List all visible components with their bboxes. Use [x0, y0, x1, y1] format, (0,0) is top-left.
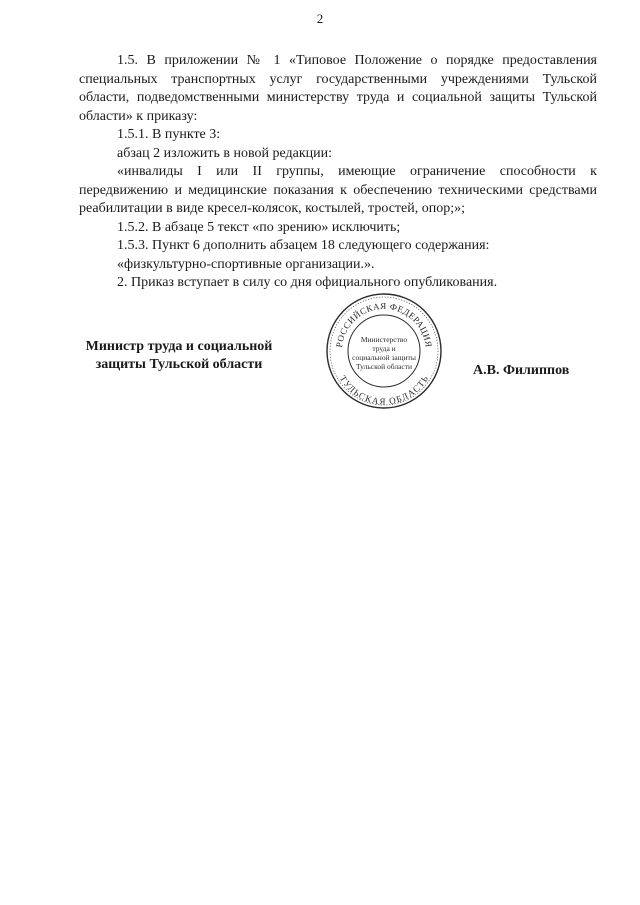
paragraph-quote-invalidy: «инвалиды I или II группы, имеющие ограничение способности к передвижению и медицинские показания к обеспечению техническими средствами реабилитации в виде кресел-колясок, костылей, тростей, опор;»;: [79, 164, 597, 216]
paragraph-quote-sport: «физкультурно-спортивные организации.».: [117, 256, 375, 272]
paragraph-1-5: 1.5. В приложении № 1 «Типовое Положение о порядке предоставления специальных транспортных услуг государственными учреждениями Тульской области, подведомственными министерству труда и социальной защиты Тульской области» к приказу:: [79, 53, 597, 124]
paragraph-abzac-2: абзац 2 изложить в новой редакции:: [117, 145, 333, 161]
seal-center-line-4: Тульской области: [355, 362, 413, 371]
paragraph-1-5-3: 1.5.3. Пункт 6 дополнить абзацем 18 следующего содержания:: [117, 238, 490, 253]
paragraph-1-5-1: 1.5.1. В пункте 3:: [117, 127, 221, 142]
signature-title-line-1: Министр труда и социальной: [85, 339, 273, 354]
page-number: 2: [316, 11, 324, 26]
seal-ring-bottom-text: ТУЛЬСКАЯ ОБЛАСТЬ: [337, 373, 431, 407]
seal-center-line-1: Министерство: [360, 335, 408, 344]
paragraph-2: 2. Приказ вступает в силу со дня официального опубликования.: [117, 275, 498, 290]
seal-center-line-3: социальной защиты: [352, 353, 416, 362]
document-body: [79, 52, 597, 293]
seal-ring-top-text: РОССИЙСКАЯ ФЕДЕРАЦИЯ: [334, 300, 434, 349]
signature-title: [70, 338, 288, 374]
official-seal: [325, 292, 443, 410]
signatory-name: А.В. Филиппов: [473, 363, 570, 378]
seal-graphic: [325, 292, 443, 410]
paragraph-1-5-2: 1.5.2. В абзаце 5 текст «по зрению» исключить;: [117, 219, 401, 235]
seal-center-line-2: труда и: [372, 344, 396, 353]
signature-title-line-2: защиты Тульской области: [95, 357, 263, 372]
